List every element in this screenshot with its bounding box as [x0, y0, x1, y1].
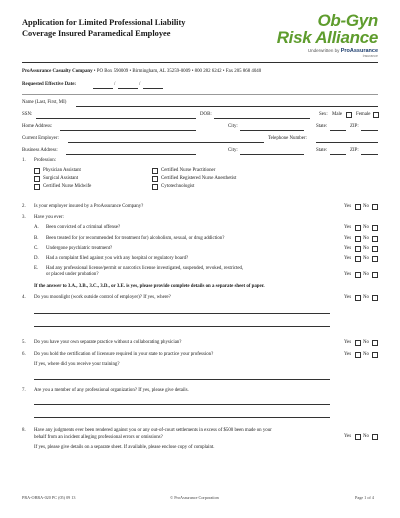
profession-option-sa: Surgical Assistant [43, 176, 79, 181]
home-city-field[interactable] [240, 130, 304, 131]
sex-label: Sex: [319, 112, 328, 117]
q8-no-checkbox[interactable] [372, 434, 378, 440]
q8-text-line1: Have any judgments ever been rendered against you or any out-of-court settlements in excess of $500 been made on your [34, 428, 272, 433]
q2-no-label: No [363, 204, 369, 209]
business-zip-field[interactable] [361, 154, 378, 155]
current-employer-field[interactable] [68, 142, 264, 143]
profession-checkbox-cnp[interactable] [152, 168, 158, 174]
q2-no-checkbox[interactable] [372, 204, 378, 210]
q8-no-label: No [363, 434, 369, 439]
q3b-no-label: No [363, 236, 369, 241]
q5-num: 5. [22, 340, 26, 345]
q8-yes-label: Yes [344, 434, 352, 439]
home-state-label: State: [316, 124, 328, 129]
home-state-field[interactable] [330, 130, 346, 131]
q3a-text: Been convicted of a criminal offense? [46, 225, 121, 230]
company-line [22, 69, 261, 75]
q2-num: 2. [22, 204, 26, 209]
q8-text-line2: behalf from an incident alleging professional errors or omissions? [34, 435, 163, 440]
business-state-field[interactable] [330, 154, 346, 155]
q7-answer-line1[interactable] [34, 404, 330, 405]
effective-year-field[interactable] [143, 88, 163, 89]
effective-date-label: Requested Effective Date: [22, 82, 77, 87]
profession-checkbox-crna[interactable] [152, 176, 158, 182]
q3e-yes-label: Yes [344, 272, 352, 277]
home-address-field[interactable] [60, 130, 196, 131]
current-employer-label: Current Employer: [22, 136, 59, 141]
profession-checkbox-cnm[interactable] [34, 184, 40, 190]
form-title-line2: Coverage Insured Paramedical Employee [22, 28, 171, 38]
effective-sep1: / [114, 82, 116, 87]
male-label: Male [332, 112, 343, 117]
q5-text: Do you have your own separate practice without a collaborating physician? [34, 340, 182, 345]
q4-num: 4. [22, 295, 26, 300]
home-city-label: City: [228, 124, 238, 129]
q3a-no-checkbox[interactable] [372, 225, 378, 231]
profession-checkbox-sa[interactable] [34, 176, 40, 182]
profession-num: 1. [22, 158, 26, 163]
male-checkbox[interactable] [346, 112, 352, 118]
q3e-no-label: No [363, 272, 369, 277]
q4-no-label: No [363, 295, 369, 300]
profession-option-pa: Physician Assistant [43, 168, 81, 173]
logo-brand: ProAssurance [340, 48, 378, 54]
profession-label: Profession: [34, 158, 57, 163]
q3e-text-line2: or placed under probation? [46, 272, 99, 277]
q3d-num: D. [34, 256, 39, 261]
q6-text: Do you hold the certification of licensure required in your state to practice your profession? [34, 352, 214, 357]
business-city-label: City: [228, 148, 238, 153]
q3a-num: A. [34, 225, 39, 230]
q6-num: 6. [22, 352, 26, 357]
home-address-label: Home Address: [22, 124, 53, 129]
q3d-text: Had a complaint filed against you with any hospital or regulatory board? [46, 256, 189, 261]
profession-checkbox-pa[interactable] [34, 168, 40, 174]
q2-text: Is your employer insured by a ProAssurance Company? [34, 204, 144, 209]
q3d-yes-checkbox[interactable] [355, 256, 361, 262]
form-title [22, 18, 185, 39]
q6-sub: If yes, where did you receive your training? [34, 362, 120, 367]
footer-copyright: © ProAssurance Corporation [170, 495, 219, 500]
footer-form-id: PRA-OBRA-020 PC (05) 09 13 [22, 495, 76, 500]
female-checkbox[interactable] [373, 112, 379, 118]
ssn-label: SSN: [22, 112, 33, 117]
profession-checkbox-cyto[interactable] [152, 184, 158, 190]
q3c-yes-checkbox[interactable] [355, 246, 361, 252]
profession-option-cyto: Cytotechnologist [161, 184, 195, 189]
q5-yes-label: Yes [344, 340, 352, 345]
dob-field[interactable] [214, 118, 310, 119]
q3c-text: Undergone psychiatric treatment? [46, 246, 113, 251]
q6-no-label: No [363, 352, 369, 357]
q3a-yes-checkbox[interactable] [355, 225, 361, 231]
q3b-num: B. [34, 236, 39, 241]
telephone-label: Telephone Number: [268, 136, 307, 141]
q4-answer-line1[interactable] [34, 313, 330, 314]
q3b-no-checkbox[interactable] [372, 236, 378, 242]
logo-tag: Insurance [362, 54, 378, 58]
q5-no-checkbox[interactable] [372, 340, 378, 346]
q3b-yes-label: Yes [344, 236, 352, 241]
company-address: • PO Box 590009 • Birmingham, AL 35259-0009 • 800 282 6242 • Fax 205 868 4040 [93, 69, 262, 74]
q6-yes-checkbox[interactable] [355, 352, 361, 358]
q3b-yes-checkbox[interactable] [355, 236, 361, 242]
q6-answer-line[interactable] [34, 379, 330, 380]
footer-page: Page 1 of 4 [355, 495, 374, 500]
q3c-yes-label: Yes [344, 246, 352, 251]
form-title-line1: Application for Limited Professional Liability [22, 18, 186, 27]
business-address-label: Business Address: [22, 148, 58, 153]
q4-yes-checkbox[interactable] [355, 295, 361, 301]
female-label: Female [356, 112, 371, 117]
q3e-yes-checkbox[interactable] [355, 272, 361, 278]
home-zip-label: ZIP: [350, 124, 359, 129]
q4-no-checkbox[interactable] [372, 295, 378, 301]
effective-sep2: / [139, 82, 141, 87]
logo-line2: Risk Alliance [276, 28, 378, 47]
effective-day-field[interactable] [118, 88, 138, 89]
q3-num: 3. [22, 215, 26, 220]
q6-yes-label: Yes [344, 352, 352, 357]
q3d-no-label: No [363, 256, 369, 261]
profession-option-cnp: Certified Nurse Practitioner [161, 168, 216, 173]
profession-option-cnm: Certified Nurse Midwife [43, 184, 92, 189]
q5-no-label: No [363, 340, 369, 345]
q3-text: Have you ever: [34, 215, 64, 220]
q8-sub: If yes, please give details on a separate sheet. If available, please enclose copy of complaint. [34, 445, 215, 450]
q3b-text: Been treated for (or recommended for treatment for) alcoholism, sexual, or drug addiction? [46, 236, 225, 241]
q3e-no-checkbox[interactable] [372, 272, 378, 278]
q4-answer-line2[interactable] [34, 326, 330, 327]
q3e-text-line1: Had any professional license/permit or narcotics license investigated, suspended, revoked, restricted, [46, 266, 244, 271]
effective-divider [22, 94, 378, 95]
business-address-field[interactable] [66, 154, 196, 155]
q3c-no-label: No [363, 246, 369, 251]
q5-yes-checkbox[interactable] [355, 340, 361, 346]
ob-gyn-risk-alliance-logo [250, 12, 378, 60]
q2-yes-checkbox[interactable] [355, 204, 361, 210]
name-label: Name (Last, First, MI) [22, 100, 67, 105]
business-zip-label: ZIP: [350, 148, 359, 153]
q3-note: If the answer to 3.A., 3.B., 3.C., 3.D., or 3.E. is yes, please provide complete details on a separate sheet of paper. [34, 284, 265, 289]
dob-label: DOB: [200, 112, 212, 117]
home-zip-field[interactable] [361, 130, 378, 131]
business-city-field[interactable] [240, 154, 304, 155]
q4-yes-label: Yes [344, 295, 352, 300]
telephone-field[interactable] [316, 142, 378, 143]
effective-month-field[interactable] [93, 88, 113, 89]
profession-option-crna: Certified Registered Nurse Anesthetist [161, 176, 237, 181]
company-name: ProAssurance Casualty Company [22, 69, 93, 74]
q2-yes-label: Yes [344, 204, 352, 209]
q3d-no-checkbox[interactable] [372, 256, 378, 262]
header-divider [22, 62, 378, 63]
q3a-no-label: No [363, 225, 369, 230]
name-field[interactable] [76, 106, 378, 107]
q7-text: Are you a member of any professional organization? If yes, please give details. [34, 388, 189, 393]
q3c-no-checkbox[interactable] [372, 246, 378, 252]
q3a-yes-label: Yes [344, 225, 352, 230]
ssn-field[interactable] [36, 118, 196, 119]
q3e-num: E. [34, 266, 39, 271]
q7-num: 7. [22, 388, 26, 393]
q8-num: 8. [22, 428, 26, 433]
logo-underwritten-label: Underwritten by [307, 48, 340, 53]
q4-text: Do you moonlight (work outside control of employer)? If yes, where? [34, 295, 171, 300]
q3c-num: C. [34, 246, 39, 251]
q8-yes-checkbox[interactable] [355, 434, 361, 440]
q3d-yes-label: Yes [344, 256, 352, 261]
business-state-label: State: [316, 148, 328, 153]
q7-answer-line2[interactable] [34, 417, 330, 418]
logo-line1: Ob-Gyn [317, 11, 378, 30]
q6-no-checkbox[interactable] [372, 352, 378, 358]
